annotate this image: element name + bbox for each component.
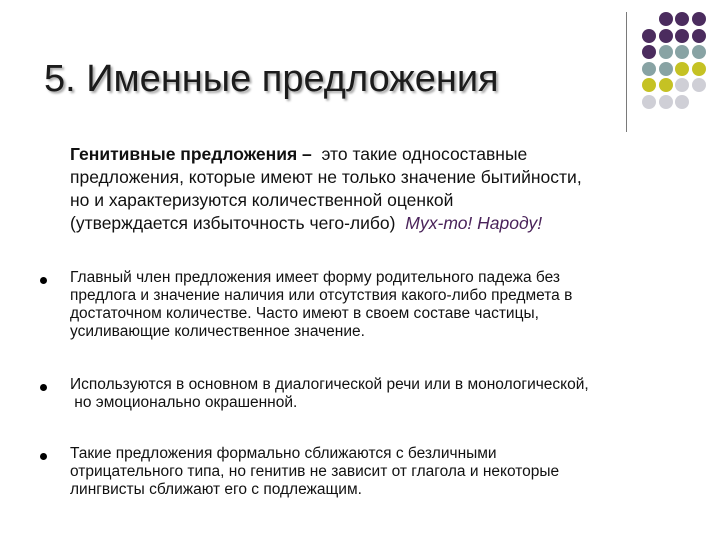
bullet-line: предлога и значение наличия или отсутствия какого-либо предмета в [70,287,573,304]
bullet-dot-icon [40,453,47,460]
decorative-dot [692,45,706,59]
bullet-line: лингвисты сближают его с подлежащим. [70,481,362,498]
decorative-dot [659,78,673,92]
decorative-dot [675,29,689,43]
decorative-dot [659,29,673,43]
definition-clarification: (утверждается избыточность чего-либо) [70,213,396,233]
bullet-line: Используются в основном в диалогической речи или в монологической, [70,376,589,393]
decorative-dot [642,45,656,59]
definition-line-1 [70,143,650,166]
decorative-dot [692,12,706,26]
definition-line-3: но и характеризуются количественной оценкой [70,190,454,210]
definition-line-4 [70,212,650,235]
decorative-dot [659,12,673,26]
decorative-dot [692,62,706,76]
decorative-dot [675,45,689,59]
bullet-line: Такие предложения формально сближаются с безличными [70,445,497,462]
bullet-line: Главный член предложения имеет форму родительного падежа без [70,269,560,286]
definition-example: Мух-то! Народу! [405,213,543,233]
decorative-dot [642,78,656,92]
decorative-dot [659,95,673,109]
decorative-dot [692,29,706,43]
decorative-dot [675,62,689,76]
bullet-line: достаточном количестве. Часто имеют в своем составе частицы, [70,305,539,322]
bullet-dot-icon [40,277,47,284]
definition-paragraph [70,143,650,235]
bullet-text [70,269,682,341]
decorative-dot [692,78,706,92]
bullet-line: отрицательного типа, но генитив не зависит от глагола и некоторые [70,463,560,480]
definition-text: это такие односоставные [321,144,528,164]
bullet-text [70,445,682,499]
decorative-dot-grid [0,0,720,140]
bullet-text [70,376,682,412]
definition-line-2: предложения, которые имеют не только значение бытийности, [70,167,582,187]
decorative-dot [659,45,673,59]
bullet-line: усиливающие количественное значение. [70,323,365,340]
decorative-dot [675,12,689,26]
definition-term: Генитивные предложения – [70,144,312,164]
bullet-line: но эмоционально окрашенной. [70,394,298,411]
decorative-dot [675,78,689,92]
slide-title: 5. Именные предложения [44,58,499,100]
bullet-dot-icon [40,384,47,391]
decorative-dot [675,95,689,109]
decorative-dot [642,62,656,76]
decorative-dot [642,95,656,109]
decorative-dot [642,29,656,43]
decorative-dot [659,62,673,76]
